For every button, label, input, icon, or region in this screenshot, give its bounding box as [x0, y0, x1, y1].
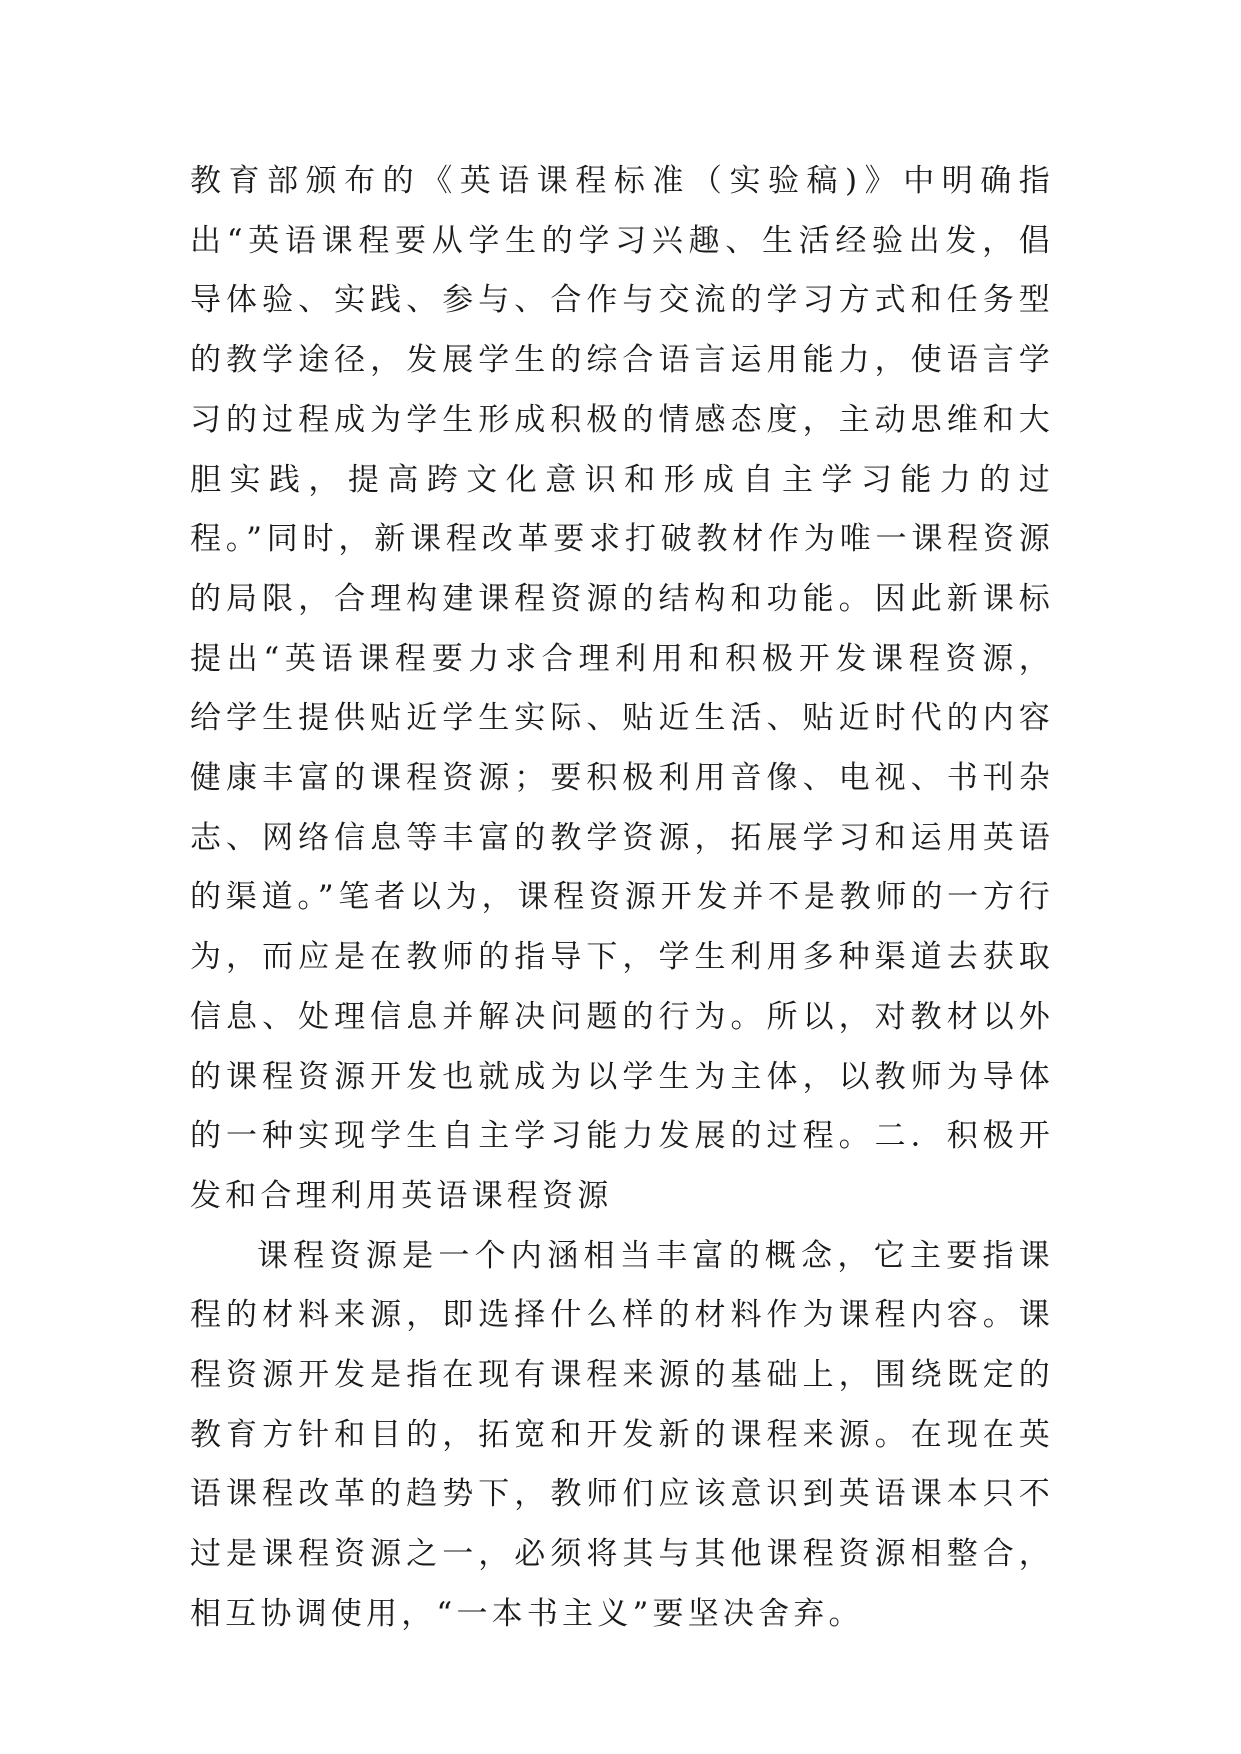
body-paragraph-1: 教育部颁布的《英语课程标准（实验稿)》中明确指出“英语课程要从学生的学习兴趣、生活经验出发，倡导体验、实践、参与、合作与交流的学习方式和任务型的教学途径，发展学生的综合语言运用能力，使语言学习的过程成为学生形成积极的情感态度，主动思维和大胆实践，提高跨文化意识和形成自主学习能力的过程。”同时，新课程改革要求打破教材作为唯一课程资源的局限，合理构建课程资源的结构和功能。因此新课标提出“英语课程要力求合理利用和积极开发课程资源，给学生提供贴近学生实际、贴近生活、贴近时代的内容健康丰富的课程资源；要积极利用音像、电视、书刊杂志、网络信息等丰富的教学资源，拓展学习和运用英语的渠道。”笔者以为，课程资源开发并不是教师的一方行为，而应是在教师的指导下，学生利用多种渠道去获取信息、处理信息并解决问题的行为。所以，对教材以外的课程资源开发也就成为以学生为主体，以教师为导体的一种实现学生自主学习能力发展的过程。二．积极开发和合理利用英语课程资源	[190, 163, 1054, 1214]
document-body	[190, 152, 1054, 1645]
body-paragraph-2: 课程资源是一个内涵相当丰富的概念，它主要指课程的材料来源，即选择什么样的材料作为课程内容。课程资源开发是指在现有课程来源的基础上，围绕既定的教育方针和目的，拓宽和开发新的课程来源。在现在英语课程改革的趋势下，教师们应该意识到英语课本只不过是课程资源之一，必须将其与其他课程资源相整合，相互协调使用，“一本书主义”要坚决舍弃。	[190, 1237, 1054, 1632]
